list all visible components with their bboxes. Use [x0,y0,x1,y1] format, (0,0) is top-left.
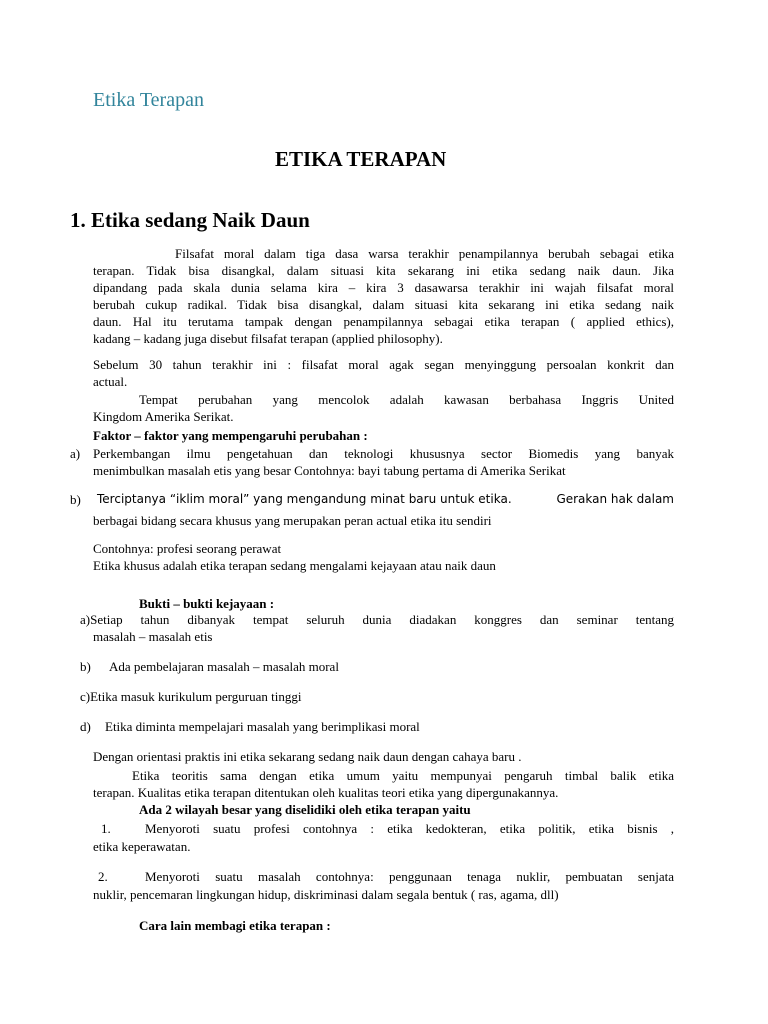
paragraph-line: Sebelum 30 tahun terakhir ini : filsafat moral agak segan menyinggung persoalan konkrit dan [93,357,674,372]
wilayah-heading: Ada 2 wilayah besar yang diselidiki oleh etika terapan yaitu [139,802,471,817]
document-header-title: Etika Terapan [93,89,204,111]
list-item-line: Menyoroti suatu profesi contohnya : etika kedokteran, etika politik, etika bisnis , [145,821,674,836]
list-item-line: a)Setiap tahun dibanyak tempat seluruh dunia diadakan konggres dan seminar tentang [80,612,674,627]
faktor-heading: Faktor – faktor yang mempengaruhi perubahan : [93,428,368,443]
list-item-line: c)Etika masuk kurikulum perguruan tinggi [80,689,302,704]
paragraph-line: Kingdom Amerika Serikat. [93,409,234,424]
list-item-text: Gerakan hak dalam [556,492,674,506]
paragraph-line: Etika khusus adalah etika terapan sedang mengalami kejayaan atau naik daun [93,558,496,573]
list-item-line: masalah – masalah etis [93,629,213,644]
bukti-heading: Bukti – bukti kejayaan : [139,596,275,611]
list-item-text: Terciptanya “iklim moral” yang mengandung minat baru untuk etika. [97,492,512,506]
main-title: ETIKA TERAPAN [275,147,447,171]
cara-lain-heading: Cara lain membagi etika terapan : [139,918,331,933]
list-item-line [97,491,674,508]
list-item-line: nuklir, pencemaran lingkungan hidup, diskriminasi dalam segala bentuk ( ras, agama, dll) [93,887,559,902]
list-marker: a) [70,446,81,461]
list-marker: b) [70,492,81,507]
list-marker: 1. [101,821,111,836]
paragraph-line: dipandang pada skala dunia selama kira – kira 3 dasawarsa terakhir ini wajah filsafat moral [93,280,674,295]
paragraph-line: Dengan orientasi praktis ini etika sekarang sedang naik daun dengan cahaya baru . [93,749,522,764]
list-item-line: Ada pembelajaran masalah – masalah moral [109,659,339,674]
paragraph-line: Tempat perubahan yang mencolok adalah kawasan berbahasa Inggris United [139,392,674,407]
list-item-line: Menyoroti suatu masalah contohnya: penggunaan tenaga nuklir, pembuatan senjata [145,869,674,884]
section-heading: 1. Etika sedang Naik Daun [70,208,310,232]
list-marker: d) [80,719,91,734]
paragraph-line: daun. Hal itu terutama tampak dengan penampilannya sebagai etika terapan ( applied ethics), [93,314,674,329]
paragraph-line: Contohnya: profesi seorang perawat [93,541,282,556]
list-marker: b) [80,659,91,674]
list-item-line: Etika diminta mempelajari masalah yang berimplikasi moral [105,719,420,734]
list-item-line: menimbulkan masalah etis yang besar Contohnya: bayi tabung pertama di Amerika Serikat [93,463,566,478]
paragraph-line: actual. [93,374,128,389]
paragraph-line: terapan. Kualitas etika terapan ditentukan oleh kualitas teori etika yang dipergunakannya. [93,785,559,800]
list-item-line: berbagai bidang secara khusus yang merupakan peran actual etika itu sendiri [93,513,492,528]
paragraph-line: Filsafat moral dalam tiga dasa warsa terakhir penampilannya berubah sebagai etika [175,246,674,261]
paragraph-line: Etika teoritis sama dengan etika umum yaitu mempunyai pengaruh timbal balik etika [132,768,674,783]
list-marker: 2. [98,869,108,884]
paragraph-line: terapan. Tidak bisa disangkal, dalam situasi kita sekarang ini etika sedang naik daun. Jika [93,263,674,278]
list-item-line: etika keperawatan. [93,839,191,854]
list-item-line: Perkembangan ilmu pengetahuan dan teknologi khususnya sector Biomedis yang banyak [93,446,674,461]
paragraph-line: berubah cukup radikal. Tidak bisa disangkal, dalam situasi kita sekarang ini etika sedang naik [93,297,674,312]
paragraph-line: kadang – kadang juga disebut filsafat terapan (applied philosophy). [93,331,443,346]
